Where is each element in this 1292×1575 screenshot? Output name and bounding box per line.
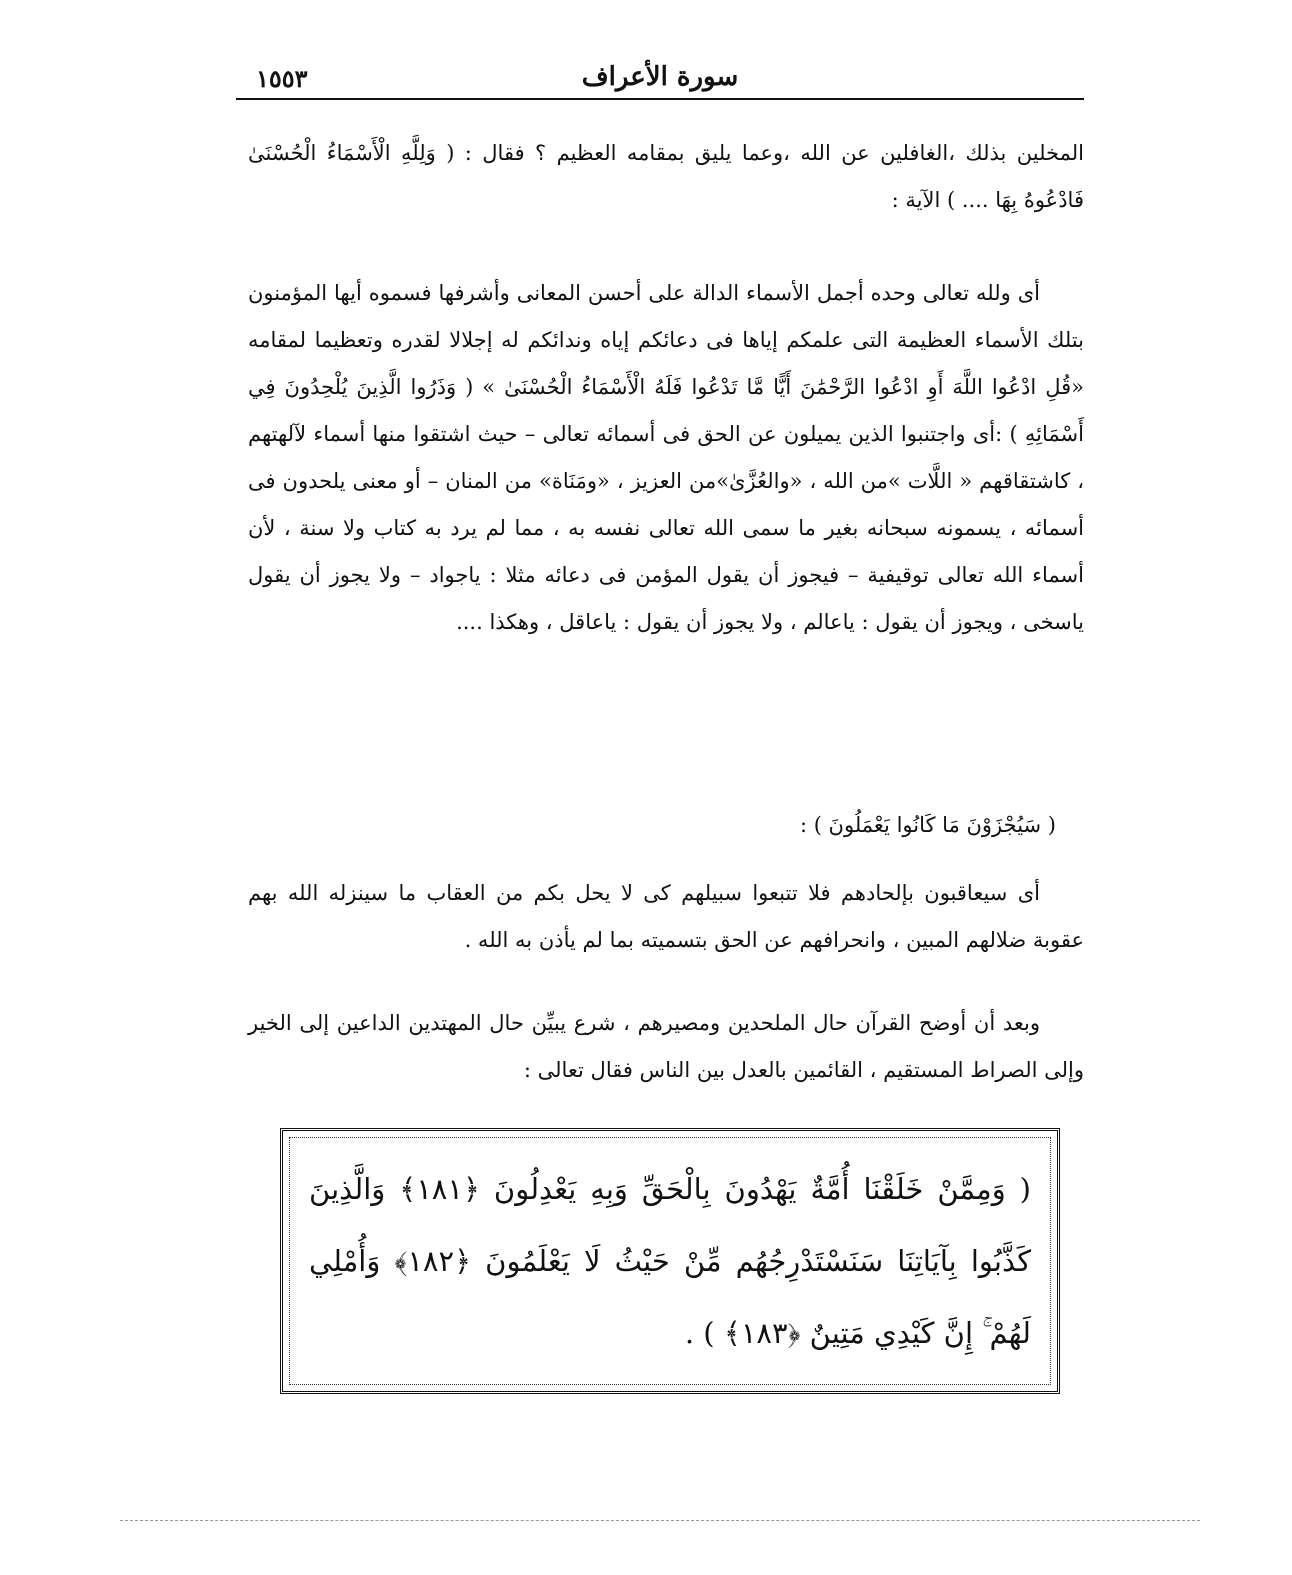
paragraph-explanation: أى ولله تعالى وحده أجمل الأسماء الدالة على أحسن المعانى وأشرفها فسموه أيها المؤمنون بتلك الأسماء العظيمة التى علمكم إياها فى دعائكم إياه وندائكم له إجلالا لقدره وتعظيما لمقامه «قُلِ ادْعُوا اللَّهَ أَوِ ادْعُوا الرَّحْمَٰنَ أَيًّا مَّا تَدْعُوا فَلَهُ الْأَسْمَاءُ الْحُسْنَىٰ » ( وَذَرُوا الَّذِينَ يُلْحِدُونَ فِي أَسْمَائِهِ ) :أى واجتنبوا الذين يميلون عن الحق فى أسمائه تعالى – حيث اشتقوا منها أسماء لآلهتهم ، كاشتقاقهم « اللَّات »من الله ، «والعُزَّىٰ»من العزيز ، «ومَنَاة» من المنان – أو معنى يلحدون فى أسمائه ، يسمونه سبحانه بغير ما سمى الله تعالى نفسه به ، مما لم يرد به كتاب ولا سنة ، لأن أسماء الله تعالى توقيفية – فيجوز أن يقول المؤمن فى دعائه مثلا : ياجواد – ولا يجوز أن يقول ياسخى ، ويجوز أن يقول : ياعالم ، ولا يجوز أن يقول : ياعاقل ، وهكذا .... (248, 281, 1084, 634)
paragraph-transition: وبعد أن أوضح القرآن حال الملحدين ومصيرهم ، شرع يبيِّن حال المهتدين الداعين إلى الخير وإلى الصراط المستقيم ، القائمين بالعدل بين الناس فقال تعالى : (248, 1011, 1084, 1082)
page-header (236, 58, 1084, 100)
bottom-divider (120, 1520, 1200, 1521)
quran-verse-box (280, 1128, 1060, 1394)
verse-quote: ( سَيُجْزَوْنَ مَا كَانُوا يَعْمَلُونَ ) : (799, 813, 1056, 837)
running-title: سورة الأعراف (581, 62, 739, 92)
paragraph-intro: المخلين بذلك ،الغافلين عن الله ،وعما يليق بمقامه العظيم ؟ فقال : ( وَلِلَّهِ الْأَسْمَاءُ الْحُسْنَىٰ فَادْعُوهُ بِهَا .... ) الآية : (248, 141, 1084, 212)
quran-verse-text: ( وَمِمَّنْ خَلَقْنَا أُمَّةٌ يَهْدُونَ بِالْحَقِّ وَبِهِ يَعْدِلُونَ ﴿١٨١﴾ وَالَّذِينَ كَذَّبُوا بِآيَاتِنَا سَنَسْتَدْرِجُهُم مِّنْ حَيْثُ لَا يَعْلَمُونَ ﴿١٨٢﴾ وَأُمْلِي لَهُمْ ۚ إِنَّ كَيْدِي مَتِينٌ ﴿١٨٣﴾ ) . (309, 1172, 1031, 1350)
paragraph-punishment: أى سيعاقبون بإلحادهم فلا تتبعوا سبيلهم كى لا يحل بكم من العقاب ما سينزله الله بهم عقوبة ضلالهم المبين ، وانحرافهم عن الحق بتسميته بما لم يأذن به الله . (248, 881, 1084, 952)
page-number: ١٥٥٣ (256, 64, 308, 93)
